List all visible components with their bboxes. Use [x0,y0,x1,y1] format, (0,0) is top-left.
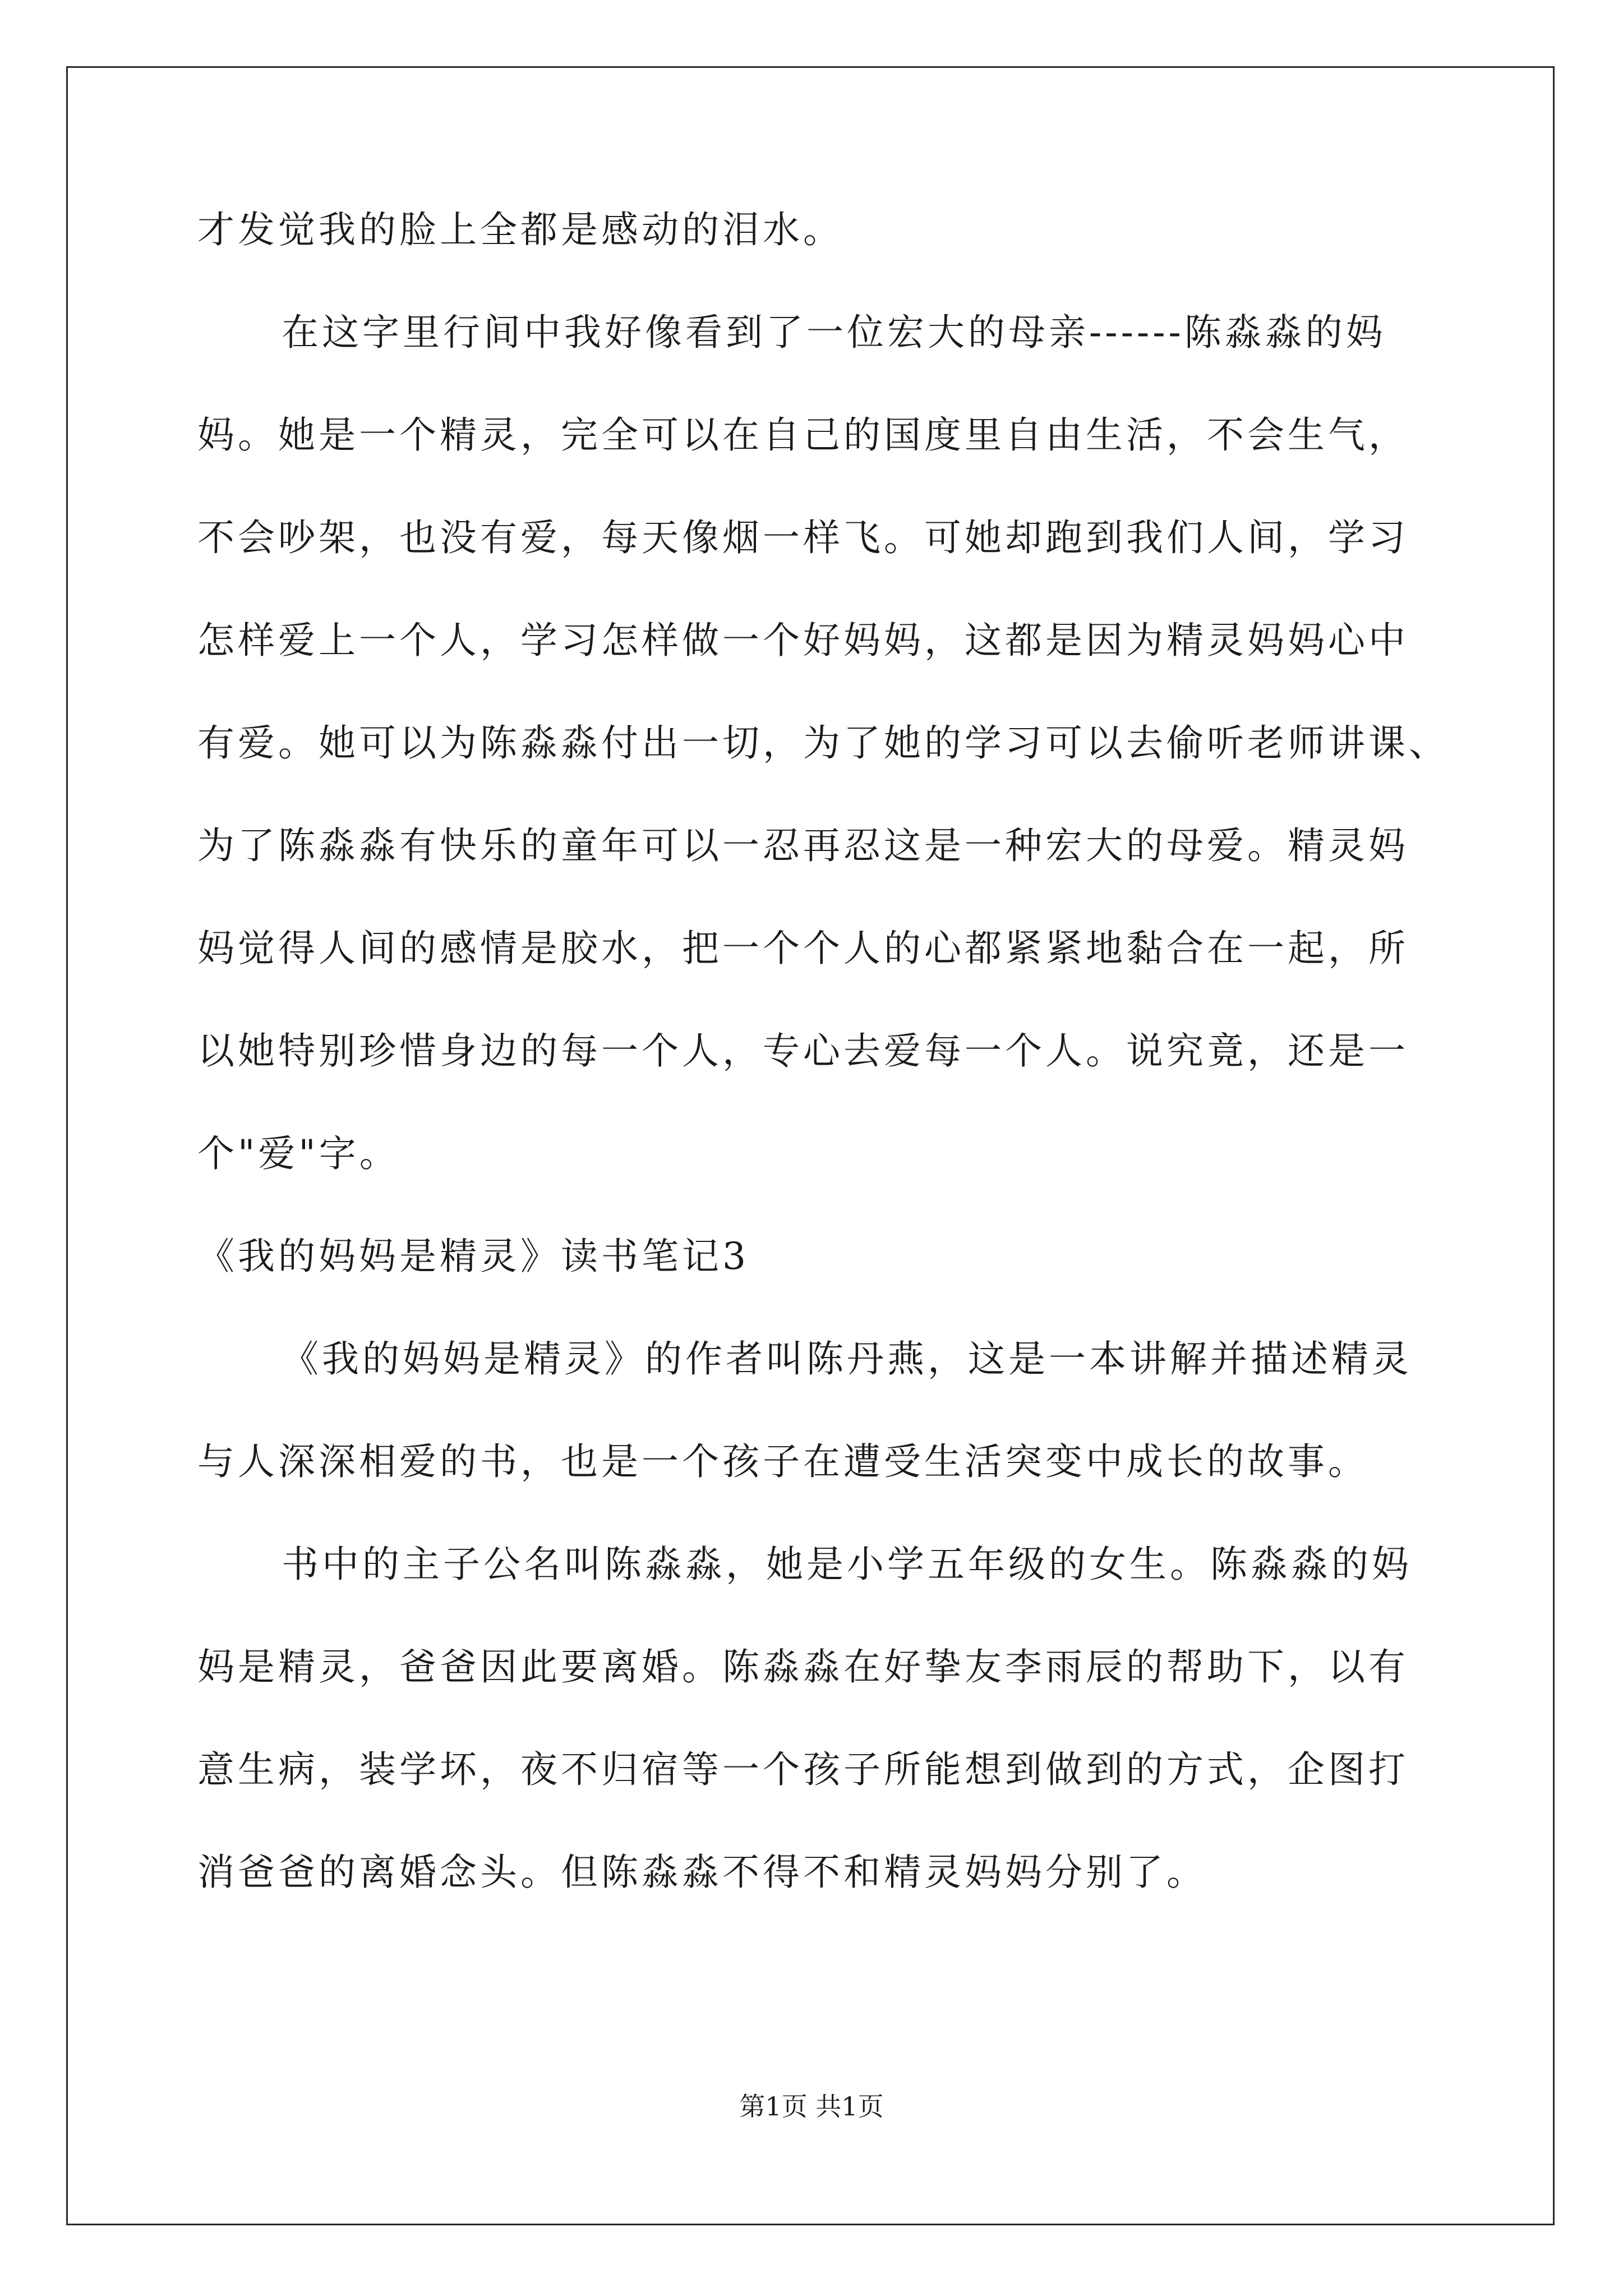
paragraph-line: 在这字里行间中我好像看到了一位宏大的母亲------陈淼淼的妈 [282,311,1386,354]
paragraph-line: 妈是精灵，爸爸因此要离婚。陈淼淼在好挚友李雨辰的帮助下，以有 [197,1645,1409,1688]
paragraph-line: 书中的主子公名叫陈淼淼，她是小学五年级的女生。陈淼淼的妈 [282,1543,1412,1586]
page-footer: 第1页 共1页 [739,2091,884,2122]
paragraph-line: 为了陈淼淼有快乐的童年可以一忍再忍这是一种宏大的母爱。精灵妈 [197,824,1409,867]
paragraph-line: 个"爱"字。 [197,1132,400,1175]
paragraph-line: 妈觉得人间的感情是胶水，把一个个人的心都紧紧地黏合在一起，所 [197,927,1409,970]
paragraph-line: 怎样爱上一个人，学习怎样做一个好妈妈，这都是因为精灵妈妈心中 [197,619,1409,662]
section-heading: 《我的妈妈是精灵》读书笔记3 [197,1235,749,1278]
paragraph-line: 不会吵架，也没有爱，每天像烟一样飞。可她却跑到我们人间，学习 [197,516,1409,559]
paragraph-line: 妈。她是一个精灵，完全可以在自己的国度里自由生活，不会生气， [197,413,1409,457]
paragraph-line: 有爱。她可以为陈淼淼付出一切，为了她的学习可以去偷听老师讲课、 [197,721,1449,765]
paragraph-line: 意生病，装学坏，夜不归宿等一个孩子所能想到做到的方式，企图打 [197,1748,1409,1791]
paragraph-line: 《我的妈妈是精灵》的作者叫陈丹燕，这是一本讲解并描述精灵 [282,1337,1412,1381]
paragraph-line: 以她特别珍惜身边的每一个人，专心去爱每一个人。说究竟，还是一 [197,1029,1409,1073]
paragraph-line: 与人深深相爱的书，也是一个孩子在遭受生活突变中成长的故事。 [197,1440,1368,1483]
paragraph-line: 才发觉我的脸上全都是感动的泪水。 [197,208,843,251]
paragraph-line: 消爸爸的离婚念头。但陈淼淼不得不和精灵妈妈分别了。 [197,1851,1207,1894]
